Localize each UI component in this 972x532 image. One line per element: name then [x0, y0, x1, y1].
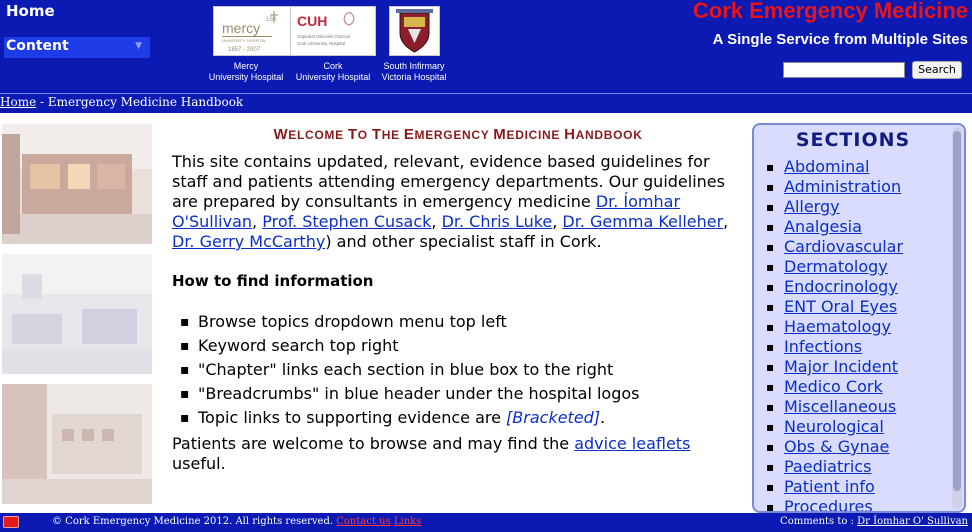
svg-text:1857 - 2007: 1857 - 2007 [228, 47, 261, 53]
section-item [766, 457, 903, 477]
section-link[interactable]: Neurological [784, 417, 884, 436]
svg-text:150: 150 [266, 17, 277, 23]
section-item [766, 297, 903, 317]
svg-text:Cork University Hospital: Cork University Hospital [297, 41, 346, 46]
list-item: ▪ Keyword search top right [180, 334, 738, 358]
section-link[interactable]: Allergy [784, 197, 840, 216]
search-input[interactable] [783, 62, 905, 78]
scrollbar-thumb[interactable] [953, 131, 961, 491]
section-item [766, 497, 903, 513]
svg-text:mercy: mercy [222, 20, 261, 36]
content-dropdown-value: Content [6, 38, 69, 54]
site-footer [0, 513, 972, 532]
bracketed-example: [Bracketed] [506, 408, 601, 427]
section-item [766, 377, 903, 397]
chevron-down-icon: ▼ [135, 41, 142, 51]
section-link[interactable]: Dermatology [784, 257, 888, 276]
section-link[interactable]: ENT Oral Eyes [784, 297, 898, 316]
cuh-logo-graphic [291, 7, 375, 55]
section-item [766, 357, 903, 377]
sections-list [766, 157, 903, 513]
section-item [766, 177, 903, 197]
section-link[interactable]: Obs & Gynae [784, 437, 890, 456]
section-item [766, 337, 903, 357]
svg-text:UNIVERSITY HOSPITAL: UNIVERSITY HOSPITAL [222, 38, 267, 43]
page-title: WELCOME TO THE EMERGENCY MEDICINE HANDBOOK [273, 126, 643, 143]
section-link[interactable]: Patient info [784, 477, 875, 496]
ward-interior-photo [2, 254, 152, 374]
comments-author-link[interactable]: Dr Íomhar O' Sullivan [857, 516, 968, 527]
site-title: Cork Emergency Medicine [692, 0, 968, 23]
tips-list [180, 310, 738, 430]
mercy-logo[interactable] [213, 6, 292, 56]
patients-paragraph: Patients are welcome to browse and may find the advice leaflets useful. [172, 434, 691, 473]
search-button[interactable]: Search [912, 61, 962, 79]
section-link[interactable]: Major Incident [784, 357, 899, 376]
section-item [766, 437, 903, 457]
sivh-crest-logo[interactable] [389, 6, 440, 56]
hospital-exterior-photo [2, 384, 152, 504]
section-item [766, 397, 903, 417]
site-subtitle: A Single Service from Multiple Sites [712, 31, 968, 48]
links-link[interactable]: Links [393, 516, 422, 527]
list-item: ▪ Topic links to supporting evidence are [Bracketed]. [180, 406, 738, 430]
section-item [766, 237, 903, 257]
section-item [766, 277, 903, 297]
mercy-caption: Mercy University Hospital [208, 61, 284, 82]
sections-heading: SECTIONS [795, 129, 911, 151]
breadcrumb-home-link[interactable]: Home [0, 95, 37, 109]
copyright: © Cork Emergency Medicine 2012. All rights reserved. Contact us Links [52, 516, 422, 527]
home-link[interactable]: Home [6, 2, 55, 20]
sections-panel [752, 123, 966, 513]
cuh-logo[interactable] [290, 6, 376, 56]
section-link[interactable]: Infections [784, 337, 863, 356]
sections-scrollbar[interactable] [952, 127, 962, 509]
section-item [766, 217, 903, 237]
section-item [766, 157, 903, 177]
sivh-caption: South Infirmary Victoria Hospital [381, 61, 447, 82]
list-item: ▪ Browse topics dropdown menu top left [180, 310, 738, 334]
comments-to: Comments to : Dr Íomhar O' Sullivan [780, 516, 968, 527]
mercy-logo-graphic [214, 7, 291, 55]
section-link[interactable]: Medico Cork [784, 377, 883, 396]
emergency-building-photo [2, 124, 152, 244]
crest-icon [390, 7, 439, 55]
section-link[interactable]: Administration [784, 177, 902, 196]
doctor-link[interactable]: Dr. Gerry McCarthy [172, 232, 326, 251]
section-link[interactable]: Haematology [784, 317, 891, 336]
section-link[interactable]: Miscellaneous [784, 397, 897, 416]
breadcrumb-bar [0, 93, 972, 113]
section-link[interactable]: Procedures [784, 497, 873, 513]
breadcrumb [0, 95, 243, 109]
doctor-link[interactable]: Dr. Gemma Kelleher [562, 212, 724, 231]
main-content [172, 126, 738, 474]
how-to-heading: How to find information [172, 272, 374, 290]
section-item [766, 317, 903, 337]
list-item: ▪ "Chapter" links each section in blue box to the right [180, 358, 738, 382]
section-link[interactable]: Cardiovascular [784, 237, 904, 256]
content-dropdown[interactable] [4, 37, 150, 58]
breadcrumb-current: Emergency Medicine Handbook [47, 95, 244, 109]
section-link[interactable]: Paediatrics [784, 457, 872, 476]
breadcrumb-separator: - [36, 95, 48, 109]
ambulance-icon [3, 516, 19, 528]
doctor-link[interactable]: Prof. Stephen Cusack [262, 212, 432, 231]
cuh-caption: Cork University Hospital [295, 61, 371, 82]
svg-text:CUH: CUH [297, 13, 328, 29]
advice-leaflets-link[interactable]: advice leaflets [574, 434, 691, 453]
section-link[interactable]: Endocrinology [784, 277, 898, 296]
section-item [766, 477, 903, 497]
intro-paragraph: This site contains updated, relevant, evidence based guidelines for staff and patients attending emergency departments. Our guidelines are prepared by consultants in emergency medicine Dr. Íomhar O'Sullivan, Prof. Stephen Cusack, Dr. Chris Luke, Dr. Gemma Kelleher, Dr. Gerry McCarthy) and other specialist staff in Cork. [172, 152, 729, 251]
section-item [766, 197, 903, 217]
section-item [766, 257, 903, 277]
section-item [766, 417, 903, 437]
list-item: ▪ "Breadcrumbs" in blue header under the hospital logos [180, 382, 738, 406]
section-link[interactable]: Analgesia [784, 217, 862, 236]
section-link[interactable]: Abdominal [784, 157, 870, 176]
svg-text:Ospidéal Ollscoile Chorcaí: Ospidéal Ollscoile Chorcaí [297, 34, 351, 39]
site-header [0, 0, 972, 93]
doctor-link[interactable]: Dr. Íomhar O'Sullivan [172, 192, 681, 231]
doctor-link[interactable]: Dr. Chris Luke [441, 212, 553, 231]
contact-us-link[interactable]: Contact us [336, 516, 391, 527]
